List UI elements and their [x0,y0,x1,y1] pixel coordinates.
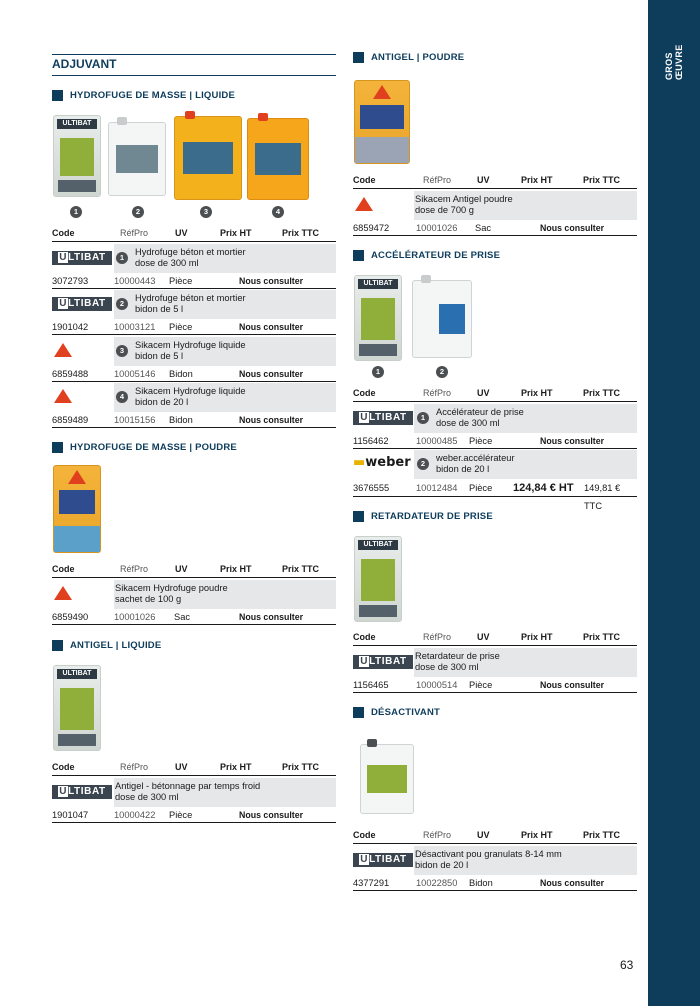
col-uv: UV [477,175,490,185]
product-image-sikacem-5l [174,116,242,200]
product-refpro: 10022850 [416,878,458,888]
col-prix-ttc: Prix TTC [583,175,621,185]
col-prix-ttc: Prix TTC [583,388,621,398]
table-row [353,450,637,479]
product-price: Nous consulter [540,223,605,233]
table-row [52,580,336,609]
ultibat-logo: ULTIBAT [52,297,112,311]
brand-name: LTIBAT [68,786,106,797]
product-footer [359,605,397,617]
col-prix-ht: Prix HT [521,175,553,185]
product-description [135,340,246,362]
section-title: HYDROFUGE DE MASSE | LIQUIDE [70,90,236,101]
product-cap [421,275,431,283]
desc-line-1: Accélérateur de prise [436,407,524,417]
desc-line-2: bidon de 20 l [135,397,189,407]
product-price: Nous consulter [540,680,605,690]
product-description [115,781,260,803]
product-uv: Pièce [169,810,193,820]
product-label [255,143,301,175]
product-code: 4377291 [353,878,390,888]
product-description [115,583,228,605]
product-price: Nous consulter [239,415,304,425]
desc-line-2: bidon de 5 l [135,351,184,361]
product-price: Nous consulter [239,810,304,820]
desc-line-1: weber.accélérateur [436,453,515,463]
table-header [52,564,336,578]
product-footer [54,526,100,552]
section-title: ACCÉLÉRATEUR DE PRISE [371,250,501,261]
table-row-data [353,677,637,693]
table-row-data [52,412,336,428]
product-uv: Pièce [169,276,193,286]
table-row-data [52,609,336,625]
sika-logo-icon [54,343,72,357]
table-row [353,191,637,220]
product-refpro: 10000443 [114,276,156,286]
product-code: 3676555 [353,483,390,493]
product-uv: Bidon [169,415,193,425]
brand-name: weber [365,455,411,470]
product-image-ultibat-dose [53,115,101,197]
product-label [367,765,407,792]
product-code: 6859488 [52,369,89,379]
col-prix-ttc: Prix TTC [583,830,621,840]
product-uv: Pièce [469,436,493,446]
col-code: Code [52,228,75,238]
section-hydrofuge-poudre [52,442,237,453]
table-row-data [353,479,637,511]
section-square-icon [353,250,364,261]
product-refpro: 10000422 [114,810,156,820]
col-refpro: RéfPro [120,762,149,772]
product-code: 1901042 [52,322,89,332]
section-title: ANTIGEL | POUDRE [371,52,465,63]
section-title: RETARDATEUR DE PRISE [371,511,493,522]
col-code: Code [353,830,376,840]
desc-line-2: dose de 300 ml [115,792,179,802]
product-image-ultibat-retardateur [354,536,402,622]
product-price-ht: 124,84 € HT [513,482,574,494]
sika-logo-icon [68,470,86,484]
product-code: 6859490 [52,612,89,622]
desc-line-2: dose de 700 g [415,205,474,215]
col-refpro: RéfPro [120,228,149,238]
ultibat-logo: ULTIBAT [353,411,413,425]
product-label [116,145,159,174]
desc-line-2: dose de 300 ml [436,418,500,428]
page-title: ADJUVANT [52,54,336,76]
section-antigel-poudre [353,52,464,63]
row-number-1: 1 [116,252,128,264]
image-number-4: 4 [272,206,284,218]
desc-line-1: Sikacem Hydrofuge liquide [135,340,246,350]
product-uv: Pièce [169,322,193,332]
product-code: 3072793 [52,276,89,286]
table-row [52,337,336,366]
product-brand-strip: ULTIBAT [57,119,97,129]
product-price: Nous consulter [239,322,304,332]
col-uv: UV [175,564,188,574]
product-label [361,298,395,340]
product-code: 1156465 [353,680,389,690]
col-code: Code [353,632,376,642]
table-row [353,846,637,875]
brand-name: LTIBAT [68,252,106,263]
table-row [353,648,637,677]
table-row-data [353,875,637,891]
product-refpro: 10000514 [416,680,458,690]
product-refpro: 10012484 [416,483,458,493]
row-number-2: 2 [116,298,128,310]
table-row-data [353,433,637,449]
product-code: 1901047 [52,810,89,820]
col-refpro: RéfPro [423,632,452,642]
product-price: Nous consulter [239,369,304,379]
col-refpro: RéfPro [423,388,452,398]
col-code: Code [52,564,75,574]
section-title: ANTIGEL | LIQUIDE [70,640,162,651]
table-row-data [52,319,336,335]
section-accelerateur [353,250,500,261]
sika-logo-icon [54,389,72,403]
product-uv: Pièce [469,483,493,493]
section-square-icon [353,52,364,63]
table-row [52,290,336,319]
product-price-ttc: 149,81 € TTC [584,483,621,511]
section-square-icon [353,707,364,718]
table-header [52,762,336,776]
row-number-3: 3 [116,345,128,357]
col-uv: UV [477,830,490,840]
col-refpro: RéfPro [120,564,149,574]
section-title: DÉSACTIVANT [371,707,441,718]
ultibat-logo: ULTIBAT [52,785,112,799]
product-cap [258,113,268,121]
desc-line-2: sachet de 100 g [115,594,182,604]
product-image-weber-bidon [412,280,472,358]
col-prix-ttc: Prix TTC [282,228,320,238]
sika-logo-icon [373,85,391,99]
table-header [353,632,637,646]
ultibat-logo: ULTIBAT [353,655,413,669]
col-prix-ttc: Prix TTC [282,762,320,772]
desc-line-1: Sikacem Hydrofuge poudre [115,583,228,593]
product-price: Nous consulter [540,436,605,446]
product-refpro: 10005146 [114,369,156,379]
section-square-icon [52,442,63,453]
product-description [415,651,500,673]
product-uv: Sac [475,223,492,233]
product-brand-strip: ULTIBAT [358,279,398,289]
product-price: Nous consulter [239,612,304,622]
product-image-ultibat-accelerateur [354,275,402,361]
table-header [353,175,637,189]
product-description [415,849,562,871]
product-code: 6859472 [353,223,390,233]
desc-line-2: dose de 300 ml [415,662,479,672]
table-row [52,778,336,807]
table-row [353,404,637,433]
product-label [183,142,233,175]
desc-line-1: Hydrofuge béton et mortier [135,247,246,257]
table-row-data [52,366,336,382]
section-retardateur [353,511,493,522]
image-number-1: 1 [70,206,82,218]
section-square-icon [353,511,364,522]
product-label [60,688,94,730]
col-prix-ht: Prix HT [220,564,252,574]
section-hydrofuge-liquide [52,90,235,101]
ultibat-logo: ULTIBAT [52,251,112,265]
col-code: Code [353,175,376,185]
product-label [60,138,94,176]
brand-name: LTIBAT [68,298,106,309]
col-uv: UV [477,632,490,642]
product-image-desactivant-bidon [360,744,414,814]
product-image-sikacem-poudre [53,465,101,553]
section-antigel-liquide [52,640,161,651]
product-image-sikacem-20l [247,118,309,200]
product-footer [58,180,96,192]
col-code: Code [52,762,75,772]
col-prix-ht: Prix HT [220,762,252,772]
product-description [436,453,515,475]
product-label [360,105,404,129]
section-desactivant [353,707,440,718]
table-row-data [353,220,637,236]
product-footer [355,137,409,163]
image-number-1: 1 [372,366,384,378]
product-refpro: 10001026 [416,223,458,233]
brand-name: LTIBAT [369,854,407,865]
product-uv: Pièce [469,680,493,690]
side-label: GROS ŒUVRE [664,44,684,80]
weber-logo [353,455,413,471]
product-brand-strip: ULTIBAT [57,669,97,679]
product-label [361,559,395,601]
col-prix-ttc: Prix TTC [282,564,320,574]
col-prix-ht: Prix HT [521,388,553,398]
desc-line-2: bidon de 20 l [436,464,490,474]
ultibat-logo: ULTIBAT [353,853,413,867]
product-label [439,304,465,334]
col-code: Code [353,388,376,398]
section-square-icon [52,640,63,651]
product-description [135,386,246,408]
product-cap [185,111,195,119]
desc-line-1: Sikacem Antigel poudre [415,194,513,204]
col-uv: UV [477,388,490,398]
product-uv: Bidon [469,878,493,888]
desc-line-1: Retardateur de prise [415,651,500,661]
section-square-icon [52,90,63,101]
table-header [353,830,637,844]
product-refpro: 10000485 [416,436,458,446]
product-brand-strip: ULTIBAT [358,540,398,550]
table-row-data [52,807,336,823]
product-image-sikacem-antigel [354,80,410,164]
product-refpro: 10001026 [114,612,156,622]
sika-logo-icon [54,586,72,600]
brand-name: LTIBAT [369,656,407,667]
col-prix-ht: Prix HT [521,830,553,840]
desc-line-1: Désactivant pou granulats 8-14 mm [415,849,562,859]
product-footer [359,344,397,356]
desc-line-1: Sikacem Hydrofuge liquide [135,386,246,396]
product-description [415,194,513,216]
product-image-ultibat-antigel [53,665,101,751]
product-code: 1156462 [353,436,389,446]
product-code: 6859489 [52,415,89,425]
product-footer [58,734,96,746]
row-number-2: 2 [417,458,429,470]
image-number-2: 2 [436,366,448,378]
product-description [135,247,246,269]
weber-mark-icon: ▬ [353,455,366,470]
row-number-4: 4 [116,391,128,403]
desc-line-2: dose de 300 ml [135,258,199,268]
table-row-data [52,273,336,289]
product-price: Nous consulter [540,878,605,888]
sika-logo-icon [355,197,373,211]
product-image-ultibat-bidon [108,122,166,196]
table-header [353,388,637,402]
product-uv: Bidon [169,369,193,379]
page-number: 63 [620,958,634,972]
col-prix-ttc: Prix TTC [583,632,621,642]
col-prix-ht: Prix HT [220,228,252,238]
col-refpro: RéfPro [423,175,452,185]
product-label [59,490,95,514]
table-header [52,228,336,242]
desc-line-1: Antigel - bétonnage par temps froid [115,781,261,791]
desc-line-2: bidon de 5 l [135,304,184,314]
side-band [648,0,700,1006]
image-number-2: 2 [132,206,144,218]
product-uv: Sac [174,612,191,622]
product-description [436,407,524,429]
product-refpro: 10015156 [114,415,156,425]
col-prix-ht: Prix HT [521,632,553,642]
product-description [135,293,246,315]
desc-line-1: Hydrofuge béton et mortier [135,293,246,303]
table-row [52,383,336,412]
table-row [52,244,336,273]
product-price: Nous consulter [239,276,304,286]
col-uv: UV [175,228,188,238]
desc-line-2: bidon de 20 l [415,860,469,870]
product-cap [367,739,377,747]
row-number-1: 1 [417,412,429,424]
image-number-3: 3 [200,206,212,218]
col-refpro: RéfPro [423,830,452,840]
brand-name: LTIBAT [369,412,407,423]
section-title: HYDROFUGE DE MASSE | POUDRE [70,442,237,453]
col-uv: UV [175,762,188,772]
product-refpro: 10003121 [114,322,156,332]
product-cap [117,117,127,125]
